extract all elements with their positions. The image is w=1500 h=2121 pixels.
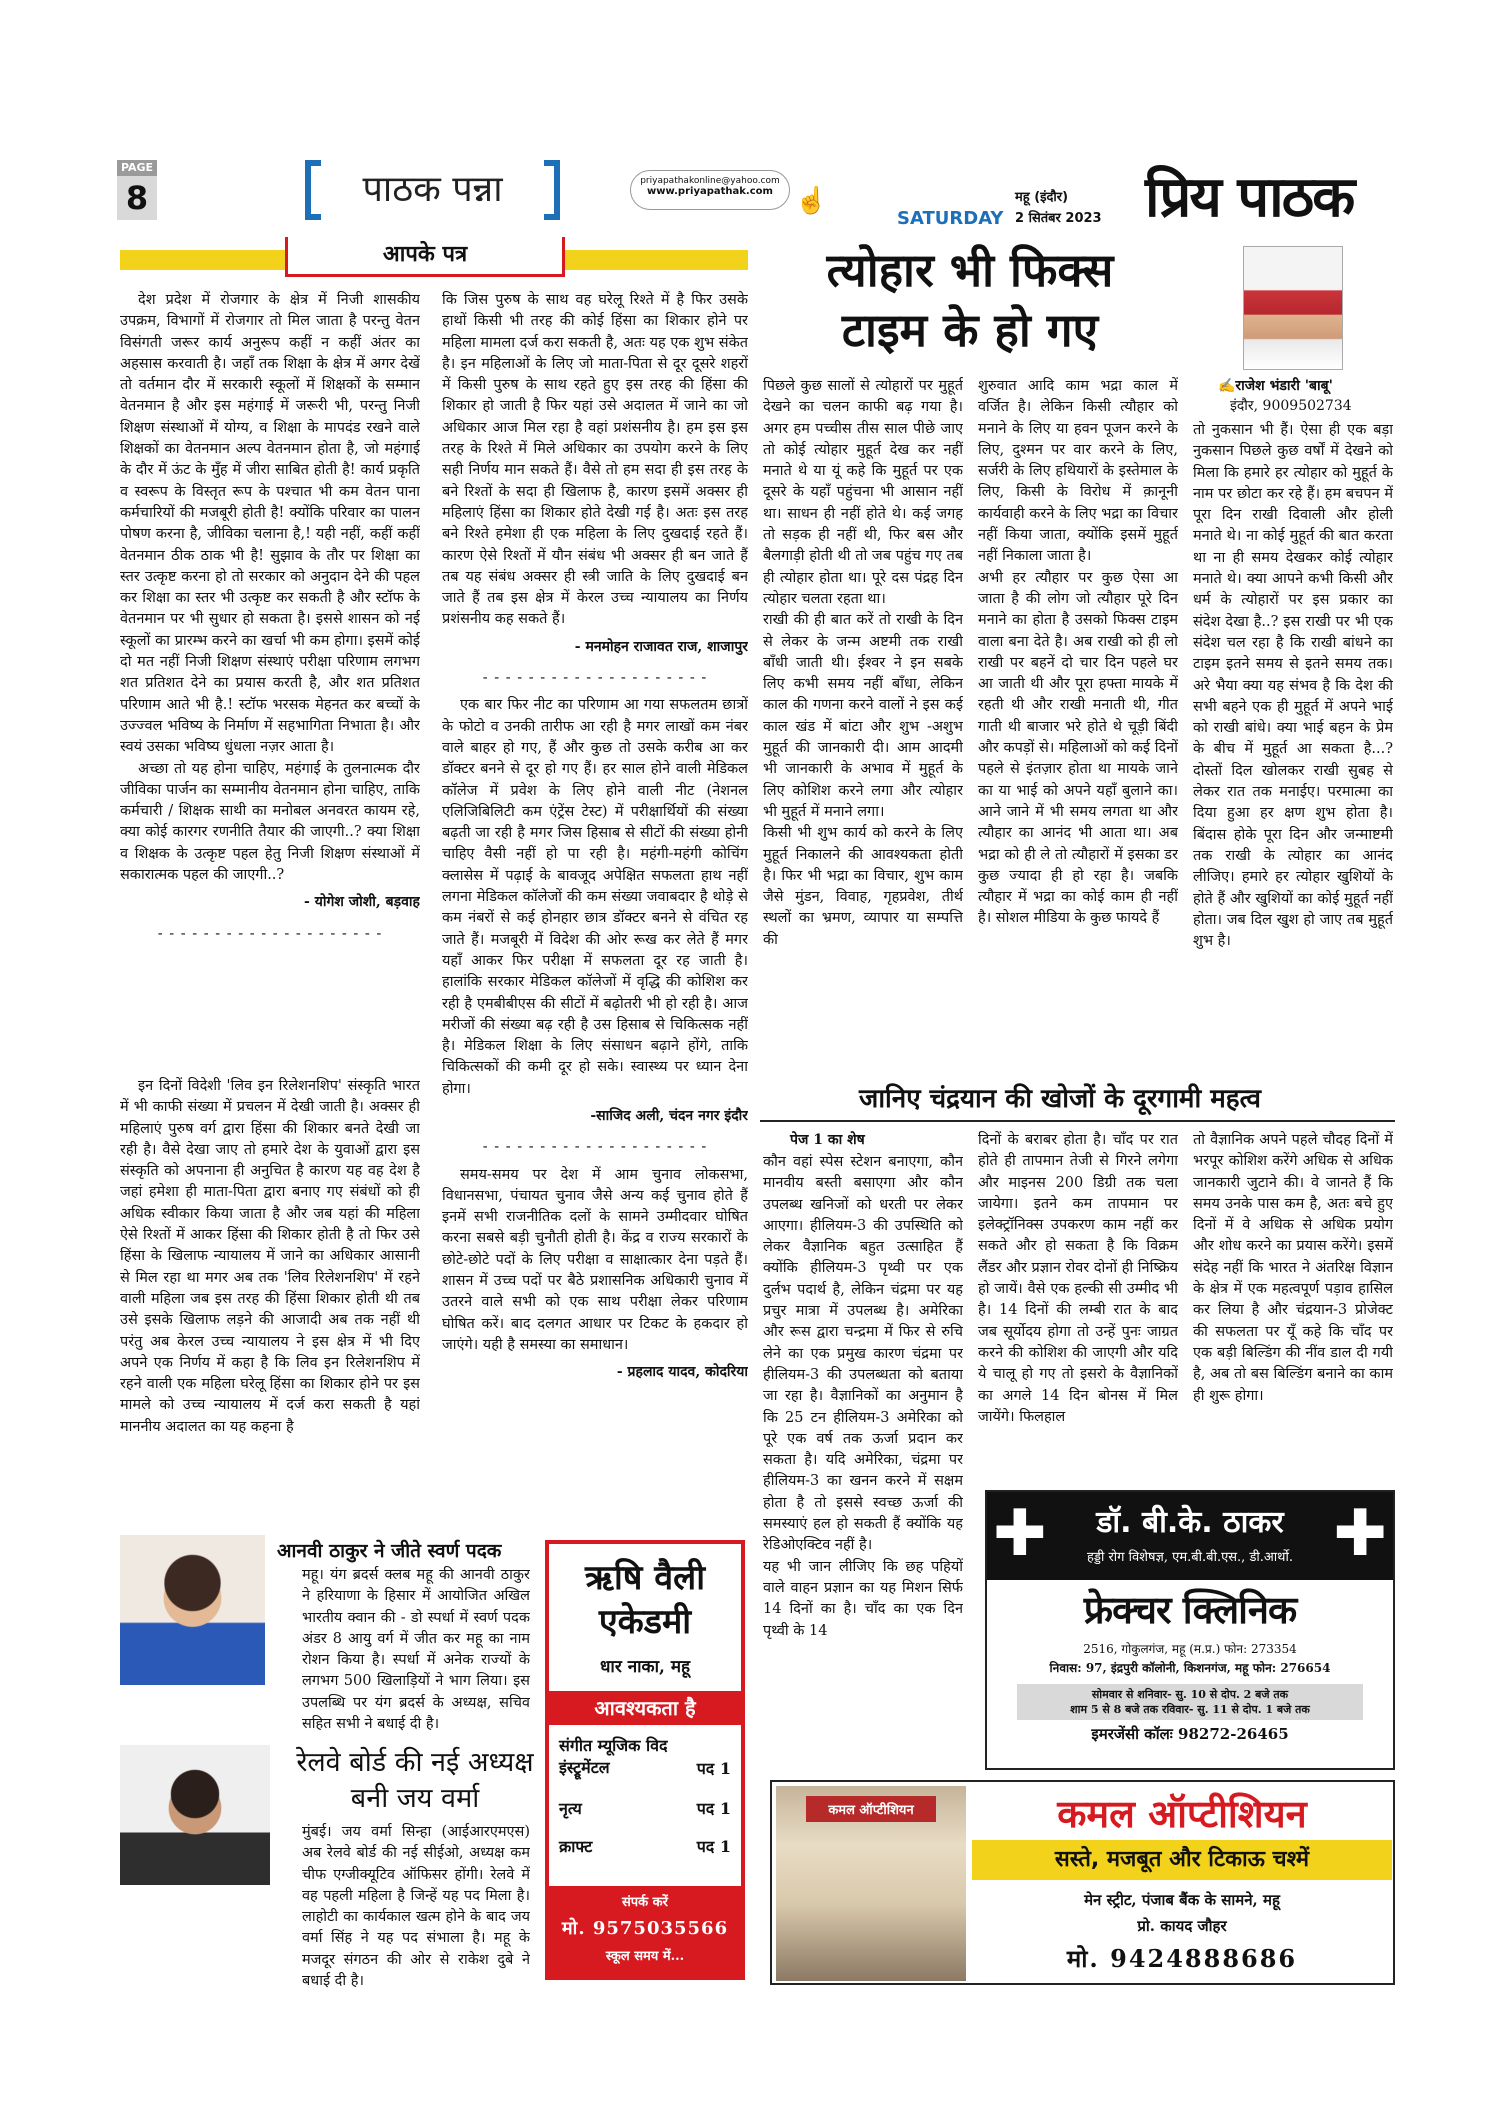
chandrayaan-column-1: कौन वहां स्पेस स्टेशन बनाएगा, कौन मानवीय बस्ती बसाएगा और कौन उपलब्ध खनिजों को धरती पर लेकर आएगा। हीलियम-3 की उपस्थिति को लेकर वैज्ञानिक बहुत उत्साहित हैं क्योंकि हीलियम-3 पृथ्वी पर एक दुर्लभ पदार्थ है, लेकिन चंद्रमा पर यह प्रचुर मात्रा में उपलब्ध है। अमेरिका और रूस द्वारा चन्द्रमा में फिर से रुचि लेने का एक प्रमुख कारण चंद्रमा पर हीलियम-3 की उपलब्धता को बताया जा रहा है। वैज्ञानिकों का अनुमान है कि 25 टन हीलियम-3 अमेरिका को पूरे एक वर्ष तक ऊर्जा प्रदान कर सकता है। यदि अमेरिका, चंद्रमा पर हीलियम-3 का खनन करने में सक्षम होता है तो इससे स्वच्छ ऊर्जा की समस्याएं हल हो सकती हैं क्योंकि यह रेडिओएक्टिव नहीं है। यह भी जान लीजिए कि छह पहियों वाले वाहन प्रज्ञान का यह मिशन सिर्फ 14 दिनों का है। चाँद का एक दिन पृथ्वी के 14 — [763, 1154, 963, 1639]
academy-location: धार नाका, महू — [599, 1657, 691, 1677]
author-photo — [1243, 246, 1343, 370]
divider: - - - - - - - - - - - - - - - - - - - - — [482, 670, 708, 687]
chandrayaan-underline — [760, 1120, 1395, 1122]
academy-posts — [549, 1725, 741, 1871]
post-role: संगीत म्यूजिक विद इंस्ट्रूमेंटल — [559, 1736, 668, 1777]
festival-column-2: शुरुवात आदि काम भद्रा काल में वर्जित है। लेकिन किसी त्यौहार को मनाने के लिए या हवन पूजन करने के लिए, दुश्मन पर वार करने के लिए, सर्जरी के लिए हथियारों के इस्तेमाल के लिए, किसी के विरोध में क़ानूनी कार्यवाही करने के लिए भद्रा का विचार नहीं किया जाता, क्योंकि इसमें मुहूर्त नहीं निकाला जाता है। अभी हर त्यौहार पर कुछ ऐसा आ जाता है की लोग जो त्यौहार पूरे दिन मनाने का होता है उसको फिक्स टाइम वाला बना देते है। अब राखी को ही लो राखी पर बहनें दो चार दिन पहले घर आ जाती थी और पूरा हफ्ता मायके में रहती थी और राखी मनाती थी, गीत गाती थी बाजार भरे होते थे चूड़ी बिंदी और कपड़ों से। महिलाओं को कई दिनों पहले से इंतज़ार होता था मायके जाने का या भाई को अपने यहाँ बुलाने का। आने जाने में भी समय लगता था और त्यौहार का आनंद भी आता था। अब भद्रा को ही ले तो त्यौहारों में इसका डर कुछ ज्यादा ही हो रहा है। जबकि त्यौहार में भद्रा का कोई काम ही नहीं है। सोशल मीडिया के कुछ फायदे हैं — [978, 378, 1178, 927]
post-role: क्राफ्ट — [559, 1837, 593, 1856]
academy-ad — [545, 1540, 745, 1980]
clinic-ad — [985, 1490, 1395, 1770]
academy-contact — [549, 1886, 741, 1976]
academy-timing: स्कूल समय में... — [605, 1949, 685, 1964]
pointer-icon: ☝ — [795, 186, 828, 216]
chandrayaan-column-3: तो वैज्ञानिक अपने पहले चौदह दिनों में भरपूर कोशिश करेंगे अधिक से अधिक जानकारी जुटाने की। वे जानते हैं कि समय उनके पास कम है, अतः बचे हुए दिनों में वे अधिक से अधिक प्रयोग और शोध करने का प्रयास करेंगे। इसमें संदेह नहीं कि भारत ने अंतरिक्ष विज्ञान के क्षेत्र में एक महत्वपूर्ण पड़ाव हासिल कर लिया है और चंद्रयान-3 प्रोजेक्ट की सफलता पर यूँ कहे कि चाँद पर एक बड़ी बिल्डिंग की नींव डाल दी गयी है, अब तो बस बिल्डिंग बनाने का काम ही शुरू होगा। — [1193, 1132, 1393, 1404]
letter-paragraph: अच्छा तो यह होना चाहिए, महंगाई के तुलनात्मक दौर जीविका पार्जन का सम्मानीय वेतनमान होना चाहिए, ताकि कर्मचारी / शिक्षक साथी का मनोबल अनवरत कायम रहे, क्या कोई कारगर रणनीति तैयार की जाएगी..? क्या शिक्षा व शिक्षक के उत्कृष्ट पहल हेतु निजी शिक्षण संस्थाओं में सकारात्मक पहल की जाएगी..? — [120, 760, 420, 884]
shop-sign: कमल ऑप्टीशियन — [806, 1796, 936, 1822]
letter-paragraph: समय-समय पर देश में आम चुनाव लोकसभा, विधानसभा, पंचायत चुनाव जैसे अन्य कई चुनाव होते हैं इनमें सभी राजनीतिक दलों के सामने उम्मीदवार घोषित करना सबसे बड़ी चुनौती होती है। केंद्र व राज्य सरकारों के छोटे-छोटे पदों के लिए परीक्षा व साक्षात्कार देना पड़ते हैं। शासन में उच्च पदों पर बैठे प्रशासनिक अधिकारी चुनाव में उतरने वाले सभी को एक साथ परीक्षा लेकर परिणाम घोषित करें। बाद दलगत आधार पर टिकट के हकदार हो जाएंगे। यही है समस्या का समाधान। — [442, 1166, 748, 1353]
page-tag-label: PAGE — [117, 160, 157, 176]
optician-tagline: सस्ते, मजबूत और टिकाऊ चश्में — [972, 1840, 1392, 1880]
optician-name: कमल ऑप्टीशियन — [1057, 1792, 1307, 1836]
post-row — [559, 1835, 731, 1871]
issue-place: महू (इंदौर) — [1015, 190, 1069, 205]
festival-column-3: तो नुकसान भी हैं। ऐसा ही एक बड़ा नुकसान पिछले कुछ वर्षों में देखने को मिला कि हमारे हर त्योहार को मुहूर्त के नाम पर छोटा कर रहे हैं। हम बचपन में पूरा दिन राखी दिवाली और होली मनाते थे। ना कोई मुहूर्त की बात करता था ना ही समय देखकर कोई त्योहार मनाते थे। क्या आपने कभी किसी और धर्म के त्योहारों पर इस प्रकार का संदेश देखा है..? इस राखी पर भी एक संदेश चल रहा है कि राखी बांधने का टाइम इतने समय से इतने समय तक। अरे भैया क्या यह संभव है कि देश की सभी बहने एक ही मुहूर्त में अपने भाई को राखी बांधे। क्या भाई बहन के प्रेम के बीच में मुहूर्त आ सकता है...? दोस्तों दिल खोलकर राखी सुबह से लेकर रात तक मनाईए। परमात्मा का दिया हुआ हर क्षण शुभ होता है। बिंदास होके पूरा दिन और जन्माष्टमी तक राखी के त्योहार का आनंद लीजिए। हमारे हर त्योहार खुशियों के होते हैं और खुशियों का कोई मुहूर्त नहीं होता। जब दिल खुश हो जाए तब मुहूर्त शुभ है। — [1193, 422, 1393, 950]
clinic-doctor: डॉ. बी.के. ठाकर — [1096, 1505, 1284, 1540]
letter-paragraph: कि जिस पुरुष के साथ वह घरेलू रिश्ते में है फिर उसके हाथों किसी भी तरह की कोई हिंसा का शिकार होने पर महिला मामला दर्ज करा सकती है, अतः यह एक शुभ संकेत है। इन महिलाओं के लिए जो माता-पिता से दूर दूसरे शहरों में किसी पुरुष के साथ रहते हुए इस तरह की हिंसा की शिकार हो जाती है फिर यहां उसे अदालत में जाने का जो अधिकार आज मिल रहा है वहां प्रशंसनीय है। हम इस इस तरह के रिश्ते में मिले अधिकार का उपयोग करने के लिए सही निर्णय मान सकते हैं। वैसे तो हम सदा ही इस तरह के बने रिश्तों के सदा ही खिलाफ है, कारण इसमें अक्सर ही महिलाएं हिंसा का शिकार होते देखी गई है। अतः इस तरह बने रिश्ते हमेशा ही एक महिला के लिए दुखदाई रहते हैं। कारण ऐसे रिश्तों में यौन संबंध भी अक्सर ही बन जाते हैं तब यह संबंध अक्सर ही स्त्री जाति के लिए दुखदाई बन जाते हैं तब इस क्षेत्र में केरल उच्च न्यायालय का निर्णय प्रशंसनीय कह सकते हैं। — [442, 292, 748, 628]
festival-headline: त्योहार भी फिक्स टाइम के हो गए — [826, 243, 1114, 357]
chandrayaan-column-2: दिनों के बराबर होता है। चाँद पर रात होते ही तापमान तेजी से गिरने लगेगा और माइनस 200 डिग्री तक चला जायेगा। इतने कम तापमान पर इलेक्ट्रॉनिक्स उपकरण काम नहीं कर सकते और हो सकता है कि विक्रम लैंडर और प्रज्ञान रोवर दोनों ही निष्क्रिय हो जायें। वैसे एक हल्की सी उम्मीद भी है। 14 दिनों की लम्बी रात के बाद जब सूर्योदय होगा तो उन्हें पुनः जाग्रत करने की कोशिश की जाएगी और यदि ये चालू हो गए तो इसरो के वैज्ञानिकों का अगले 14 दिन बोनस में मिल जायेंगे। फिलहाल — [978, 1132, 1178, 1425]
page-number: 8 — [125, 179, 149, 217]
post-row — [559, 1797, 731, 1835]
letter-paragraph: देश प्रदेश में रोजगार के क्षेत्र में निजी शासकीय उपक्रम, विभागों में रोजगार तो मिल जाता है परन्तु वेतन विसंगती जरूर कार्य अनुरूप कहीं न कहीं अंतर का अहसास करवाती है। जहाँ तक शिक्षा के क्षेत्र में अगर देखें तो वर्तमान दौर में सरकारी स्कूलों में शिक्षकों के सम्मान वेतनमान है और इस महंगाई में जरूरी भी, परन्तु निजी शिक्षण संस्थाओं में योग्य, व शिक्षा के मापदंड रखने वाले शिक्षकों का वेतनमान अल्प वेतनमान होता है, जो महंगाई के दौर में ऊंट के मुँह में जीरा साबित होती है! कार्य प्रकृति व स्वरूप के विस्तृत रूप के पश्चात भी कम वेतन पाना कर्मचारियों की मजबूरी होती है! क्योंकि परिवार का पालन पोषण करना है, जीविका चलाना है,! यही नहीं, कहीं कहीं वेतनमान ठीक ठाक भी है! सुझाव के तौर पर शिक्षा का स्तर उत्कृष्ट करना हो तो सरकार को अनुदान देने की पहल कर शिक्षा का स्तर भी उत्कृष्ट कर सकती है और स्टॉफ के वेतनमान पर भी सुधार हो सकता है। इससे शासन को नई स्कूलों का प्रारम्भ करने का खर्चा भी कम होगा। इसमें कोई दो मत नहीं निजी शिक्षण संस्थाएं परीक्षा परिणाम लगभग शत प्रतिशत देने का प्रयास करती है, और शत प्रतिशत परिणाम आते भी है.! स्टॉफ भरसक मेहनत कर बच्चों के उज्ज्वल भविष्य के निर्माण में सहभागिता निभाता है। और स्वयं उसका भविष्य धुंधला नज़र आता है। — [120, 292, 420, 756]
railway-news-title: रेलवे बोर्ड की नई अध्यक्ष बनी जय वर्मा — [296, 1747, 534, 1814]
website: www.priyapathak.com — [647, 186, 773, 197]
author-meta: इंदौर, 9009502734 — [1230, 398, 1352, 414]
letter-signature: - योगेश जोशी, बड़वाह — [304, 894, 420, 911]
email: priyapathakonline@yahoo.com — [640, 176, 780, 186]
letters-label: आपके पत्र — [382, 242, 468, 267]
continued-label: पेज 1 का शेष — [790, 1132, 865, 1148]
author-name: ✍राजेश भंडारी 'बाबू' — [1218, 378, 1333, 394]
contact-badge — [630, 170, 790, 210]
cross-icon: ✚ — [1333, 1497, 1387, 1571]
contact-label: संपर्क करें — [622, 1895, 668, 1910]
post-count: पद 1 — [696, 1837, 731, 1856]
gold-news-body: महू। यंग ब्रदर्स क्लब महू की आनवी ठाकुर ने हरियाणा के हिसार में आयोजित अखिल भारतीय क्वान की - डो स्पर्धा में स्वर्ण पदक अंडर 8 आयु वर्ग में जीत कर महू का नाम रोशन किया है। स्पर्धा में अनेक राज्यों के लगभग 500 खिलाड़ियों ने भाग लिया। इस उपलब्धि पर यंग ब्रदर्स के अध्यक्ष, सचिव सहित सभी ने बधाई दी है। — [302, 1567, 530, 1733]
clinic-name: फ्रेक्चर क्लिनिक — [1083, 1588, 1297, 1632]
clinic-residence: निवास: 97, इंद्रपुरी कॉलोनी, किशनगंज, महू फोन: 276654 — [1049, 1661, 1331, 1675]
issue-date: 2 सितंबर 2023 — [1015, 211, 1102, 226]
post-count: पद 1 — [696, 1759, 731, 1778]
academy-banner: आवश्यकता है — [549, 1691, 741, 1725]
cross-icon: ✚ — [993, 1497, 1047, 1571]
optician-phone: मो. 9424888686 — [1066, 1944, 1298, 1973]
clinic-emergency: इमरजेंसी कॉलः 98272-26465 — [1091, 1725, 1289, 1743]
divider: - - - - - - - - - - - - - - - - - - - - — [157, 925, 383, 942]
section-title-text: पाठक पन्ना — [362, 169, 503, 210]
optician-ad — [770, 1780, 1395, 1985]
section-title — [305, 160, 560, 220]
letter-paragraph: एक बार फिर नीट का परिणाम आ गया सफलतम छात्रों के फोटो व उनकी तारीफ आ रही है मगर लाखों कम नंबर वाले बाहर हो गए, हैं और कुछ तो उसके करीब आ कर डॉक्टर बनने से दूर हो गए हैं। हर साल होने वाली मेडिकल कॉलेज में प्रवेश के लिए होने वाली नीट (नेशनल एलिजिबिलिटी कम एंट्रेंस टेस्ट) में परीक्षार्थियों की संख्या बढ़ती जा रही है मगर जिस हिसाब से सीटों की संख्या होनी चाहिए वैसी नहीं हो पा रही है। महंगी-महंगी कोचिंग क्लासेस में पढ़ाई के बावजूद अपेक्षित सफलता हाथ नहीं लगना मेडिकल कॉलेजों की कम संख्या जवाबदार है थोड़े से कम नंबरों से कई होनहार छात्र डॉक्टर बनने से वंचित रह जाते हैं। मजबूरी में विदेश की ओर रूख कर लेते हैं मगर यहाँ आकर फिर परीक्षा में सफलता दूर रह जाती है। हालांकि सरकार मेडिकल कॉलेजों में वृद्धि की कोशिश कर रही है एमबीबीएस की सीटों में बढ़ोतरी भी हो रही है। आज मरीजों की संख्या बढ़ रही है उस हिसाब से चिकित्सक नहीं है। मेडिकल शिक्षा के लिए संसाधन बढ़ाने होंगे, ताकि चिकित्सकों की कमी दूर हो सके। स्वास्थ्य पर ध्यान देना होगा। — [442, 697, 748, 1097]
clinic-timing-box — [1017, 1684, 1363, 1720]
page-tag — [117, 160, 157, 220]
post-row — [559, 1735, 731, 1797]
shop-photo — [776, 1786, 966, 1981]
academy-name: ऋषि वैली एकेडमी — [584, 1558, 706, 1642]
gold-news-title: आनवी ठाकुर ने जीते स्वर्ण पदक — [277, 1540, 502, 1562]
letter-signature: - प्रहलाद यादव, कोदरिया — [616, 1364, 748, 1381]
clinic-header — [987, 1492, 1393, 1580]
post-role: नृत्य — [559, 1799, 582, 1818]
issue-day: SATURDAY — [897, 208, 1004, 229]
clinic-timing: सोमवार से शनिवार- सु. 10 से दोप. 2 बजे तक — [1091, 1688, 1289, 1701]
festival-column-1: पिछले कुछ सालों से त्योहारों पर मुहूर्त देखने का चलन काफी बढ़ गया है। अगर हम पच्चीस तीस साल पीछे जाए तो कोई त्योहार मुहूर्त देख कर नहीं मनाते थे या यूं कहे कि मुहूर्त पर एक दूसरे के यहाँ पहुंचना भी आसान नहीं था। साधन ही नहीं होते थे। कई जगह तो सड़क ही नहीं थी, फिर बस और बैलगाड़ी होती थी तो जब पहुंच गए तब ही त्योहार होता था। पूरे दस पंद्रह दिन त्योहार चलता रहता था। राखी की ही बात करें तो राखी के दिन से लेकर के जन्म अष्टमी तक राखी बाँधी जाती थी। ईश्वर ने इन सबके लिए कभी समय नहीं बाँधा, लेकिन काल की गणना करने वालों ने इस कई काल खंड में बांटा और शुभ -अशुभ मुहूर्त की जानकारी दी। आम आदमी भी जानकारी के अभाव में मुहूर्त के लिए कोशिश करने लगा और त्योहार भी मुहूर्त में मनाने लगा। किसी भी शुभ कार्य को करने के लिए मुहूर्त निकालने की आवश्यकता होती है। फिर भी भद्रा का विचार, शुभ काम जैसे मुंडन, विवाह, गृहप्रवेश, तीर्थ स्थलों का भ्रमण, व्यापार या सम्पत्ति की — [763, 378, 963, 948]
academy-phone: मो. 9575035566 — [561, 1918, 729, 1939]
chandrayaan-headline: जानिए चंद्रयान की खोजों के दूरगामी महत्व — [859, 1084, 1261, 1114]
post-count: पद 1 — [696, 1799, 731, 1818]
letters-column-1-lower — [120, 1076, 420, 1526]
letter-signature: -साजिद अली, चंदन नगर इंदौर — [590, 1107, 748, 1124]
optician-address: मेन स्ट्रीट, पंजाब बैंक के सामने, महू — [1084, 1891, 1280, 1909]
divider: - - - - - - - - - - - - - - - - - - - - — [482, 1139, 708, 1156]
clinic-timing: शाम 5 से 8 बजे तक रविवार- सु. 11 से दोप. 1 बजे तक — [1070, 1703, 1310, 1716]
letters-column-2 — [442, 290, 748, 1525]
letter-signature: - मनमोहन राजावत राज, शाजापुर — [574, 638, 748, 655]
letters-label-box — [285, 237, 565, 277]
letter-paragraph: इन दिनों विदेशी 'लिव इन रिलेशनशिप' संस्कृति भारत में भी काफी संख्या में प्रचलन में देखी जाती है। अक्सर ही महिलाएं पुरुष वर्ग द्वारा हिंसा की शिकार बनते देखी जा रही है। वैसे देखा जाए तो हमारे देश के युवाओं द्वारा इस संस्कृति को अपनाना ही अनुचित है कारण यह वह देश है जहां हमेशा ही माता-पिता द्वारा बनाए गए संबंधों को ही अधिक स्वीकार किया जाता है और जब यहां की महिला ऐसे रिश्तों में आकर हिंसा की शिकार होती है तो फिर उसे हिंसा के खिलाफ न्यायालय में जाने का अधिकार आसानी से मिल रहा था मगर अब तक 'लिव रिलेशनशिप' में रहने वाली महिला जब इस तरह की हिंसा शिकार होती थी तब उसे इसके खिलाफ लड़ने की आजादी अब तक नहीं थी परंतु अब केरल उच्च न्यायालय ने इस क्षेत्र में भी दिए अपने एक निर्णय में कहा है कि लिव इन रिलेशनशिप में रहने वाली एक महिला घरेलू हिंसा का शिकार होने पर इस मामले को उच्च न्यायालय में दर्ज करा सकती है यहां माननीय अदालत का यह कहना है — [120, 1078, 420, 1435]
clinic-specialty: हड्डी रोग विशेषज्ञ, एम.बी.बी.एस., डी.आर्थो. — [1087, 1550, 1293, 1565]
railway-news-body: मुंबई। जय वर्मा सिन्हा (आईआरएमएस) अब रेलवे बोर्ड की नई सीईओ, अध्यक्ष कम चीफ एग्जीक्यूटिव ऑफिसर होंगी। रेलवे में वह पहली महिला है जिन्हें यह पद मिला है। लाहोटी का कार्यकाल खत्म होने के बाद जय वर्मा सिंह ने यह पद संभाला है। महू के मजदूर संगठन की ओर से राकेश दुबे ने बधाई दी है। — [302, 1824, 530, 1990]
clinic-address: 2516, गोकुलगंज, महू (म.प्र.) फोन: 273354 — [1083, 1642, 1297, 1656]
masthead: प्रिय पाठक — [1145, 165, 1354, 230]
optician-proprietor: प्रो. कायद जौहर — [1137, 1917, 1227, 1935]
